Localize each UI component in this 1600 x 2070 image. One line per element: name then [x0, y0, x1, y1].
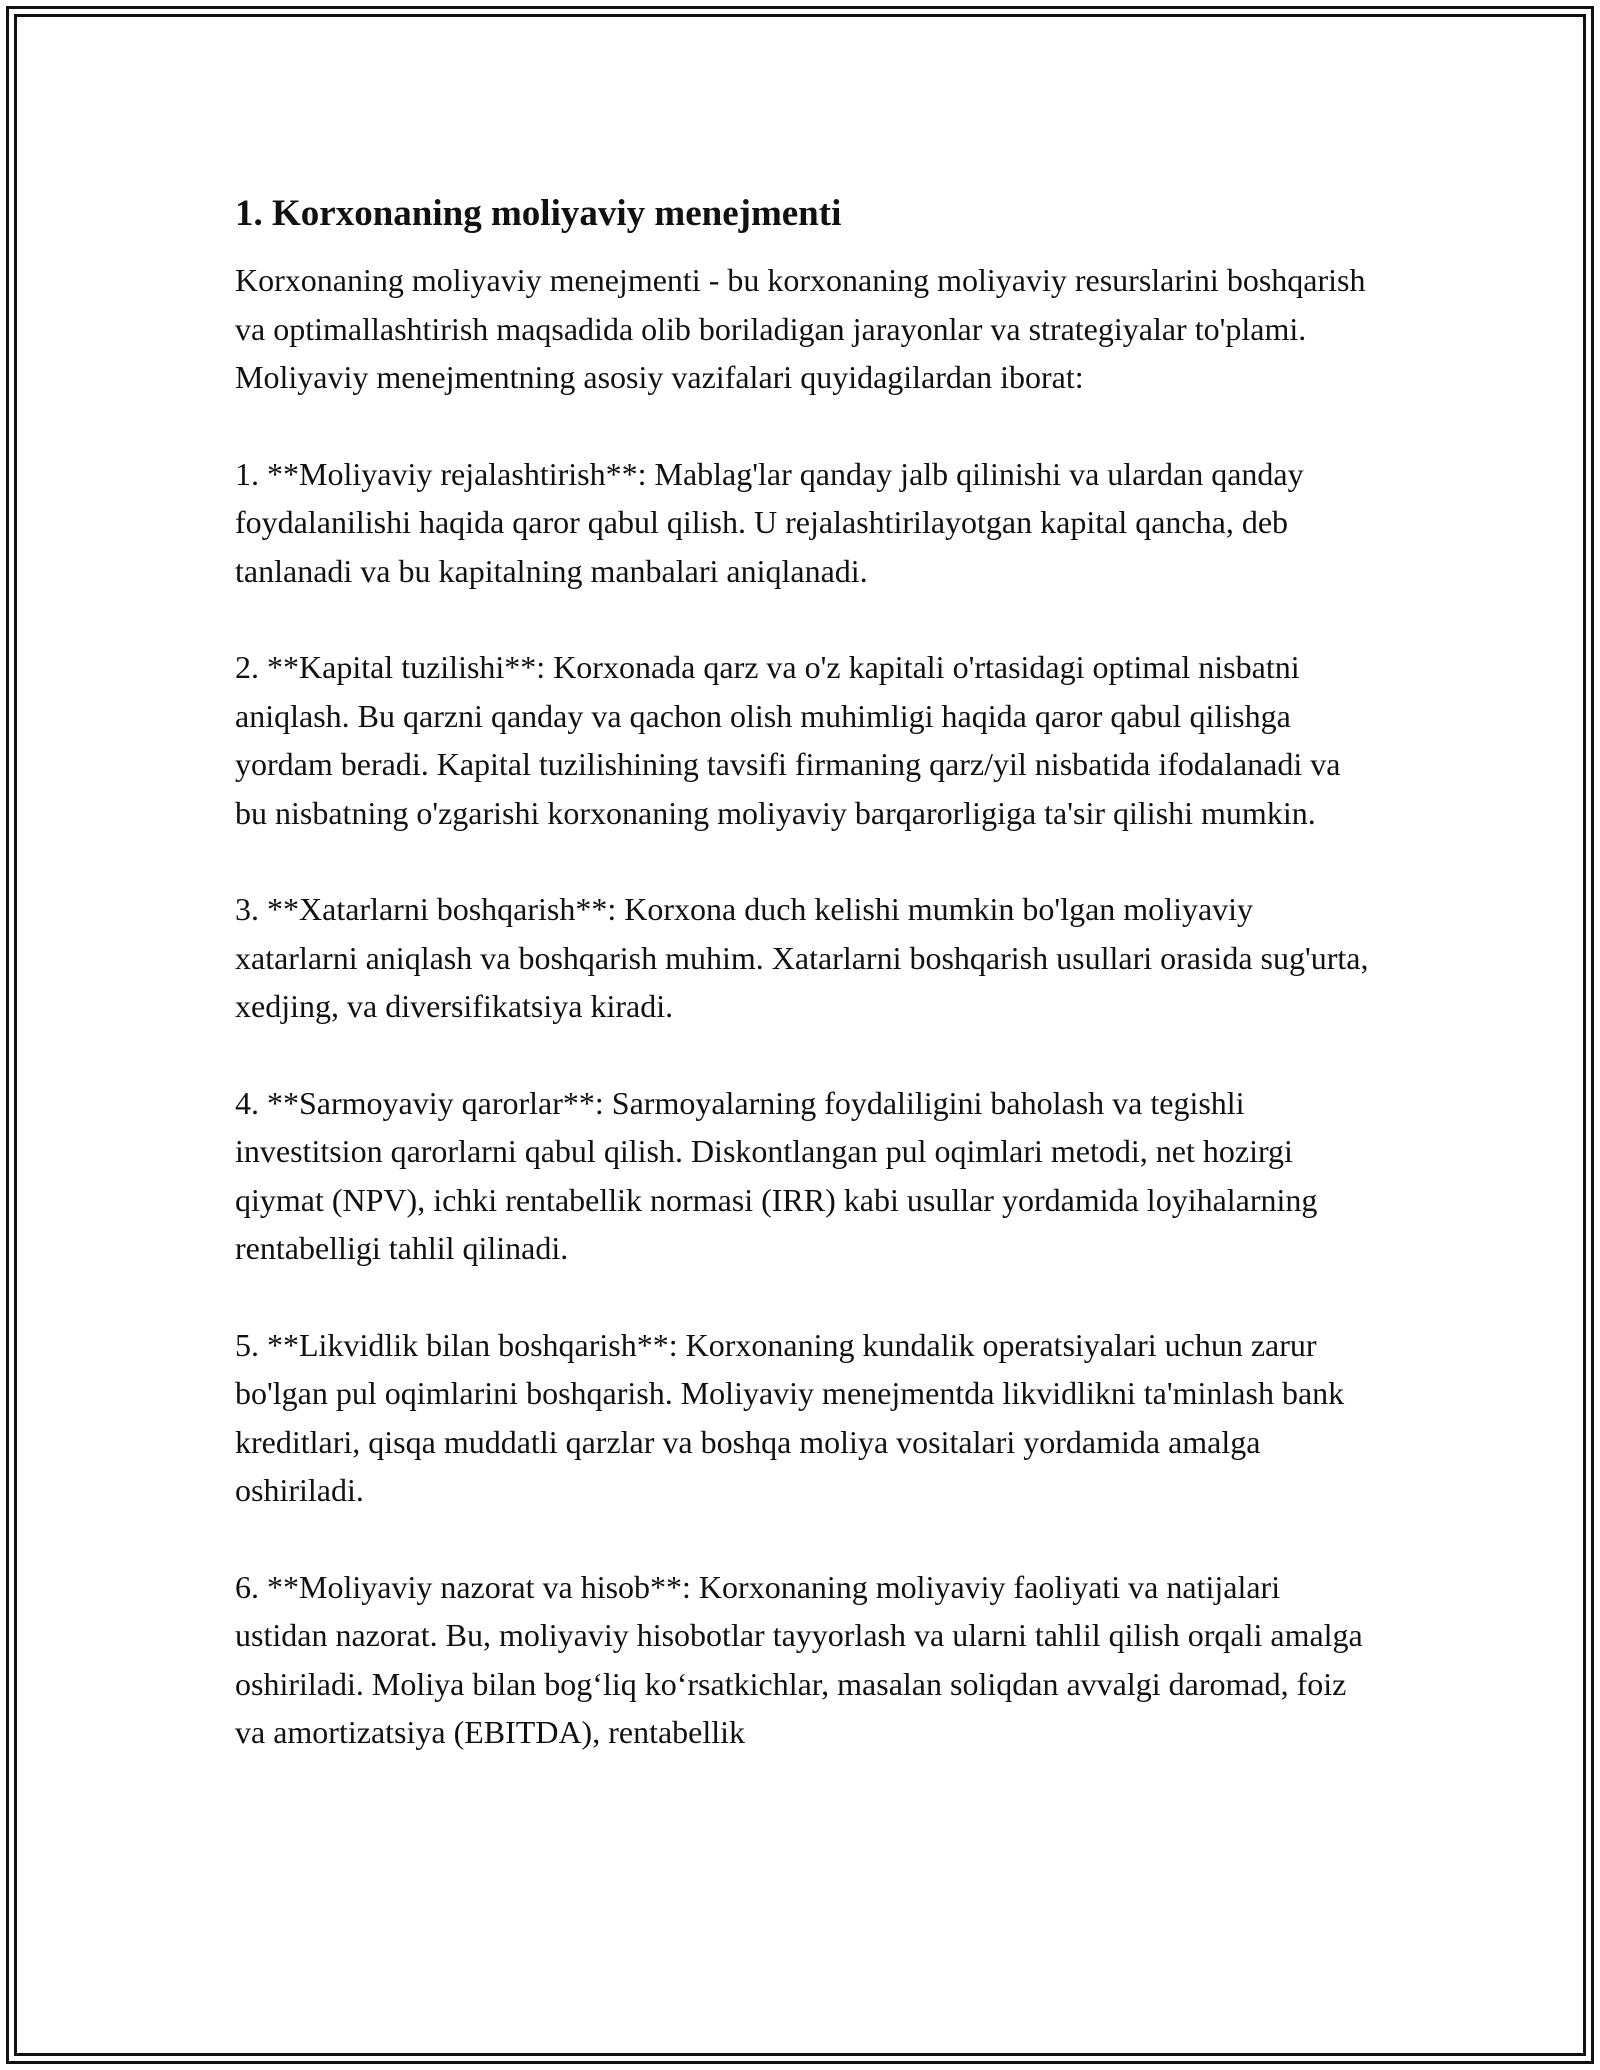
list-item: 5. **Likvidlik bilan boshqarish**: Korxonaning kundalik operatsiyalari uchun zarur bo'lgan pul oqimlarini boshqarish. Moliyaviy menejmentda likvidlikni ta'minlash bank kreditlari, qisqa muddatli qarzlar va boshqa moliya vositalari yordamida amalga oshiriladi.	[235, 1326, 1345, 1508]
list-item: 4. **Sarmoyaviy qarorlar**: Sarmoyalarning foydaliligini baholash va tegishli investitsion qarorlarni qabul qilish. Diskontlangan pul oqimlari metodi, net hozirgi qiymat (NPV), ichki rentabellik normasi (IRR) kabi usullar yordamida loyihalarning rentabelligi tahlil qilinadi.	[235, 1084, 1318, 1266]
intro-paragraph: Korxonaning moliyaviy menejmenti - bu korxonaning moliyaviy resurslarini boshqarish va optimallashtirish maqsadida olib boriladigan jarayonlar va strategiyalar to'plami. Moliyaviy menejmentning asosiy vazifalari quyidagilardan iborat:	[235, 262, 1366, 395]
list-item: 6. **Moliyaviy nazorat va hisob**: Korxonaning moliyaviy faoliyati va natijalari ustidan nazorat. Bu, moliyaviy hisobotlar tayyorlash va ularni tahlil qilish orqali amalga oshiriladi. Moliya bilan bog‘liq ko‘rsatkichlar, masalan soliqdan avvalgi daromad, foiz va amortizatsiya (EBITDA), rentabellik	[235, 1568, 1363, 1750]
list-item: 2. **Kapital tuzilishi**: Korxonada qarz va o'z kapitali o'rtasidagi optimal nisbatni aniqlash. Bu qarzni qanday va qachon olish muhimligi haqida qaror qabul qilishga yordam beradi. Kapital tuzilishining tavsifi firmaning qarz/yil nisbatida ifodalanadi va bu nisbatning o'zgarishi korxonaning moliyaviy barqarorligiga ta'sir qilishi mumkin.	[235, 649, 1341, 831]
page-title: 1. Korxonaning moliyaviy menejmenti	[235, 193, 842, 234]
list-item: 3. **Xatarlarni boshqarish**: Korxona duch kelishi mumkin bo'lgan moliyaviy xatarlarni aniqlash va boshqarish muhim. Xatarlarni boshqarish usullari orasida sug'urta, xedjing, va diversifikatsiya kiradi.	[235, 891, 1369, 1024]
document-body	[235, 186, 1375, 1805]
list-item: 1. **Moliyaviy rejalashtirish**: Mablag'lar qanday jalb qilinishi va ulardan qanday foydalanilishi haqida qaror qabul qilish. U rejalashtirilayotgan kapital qancha, deb tanlanadi va bu kapitalning manbalari aniqlanadi.	[235, 455, 1304, 589]
